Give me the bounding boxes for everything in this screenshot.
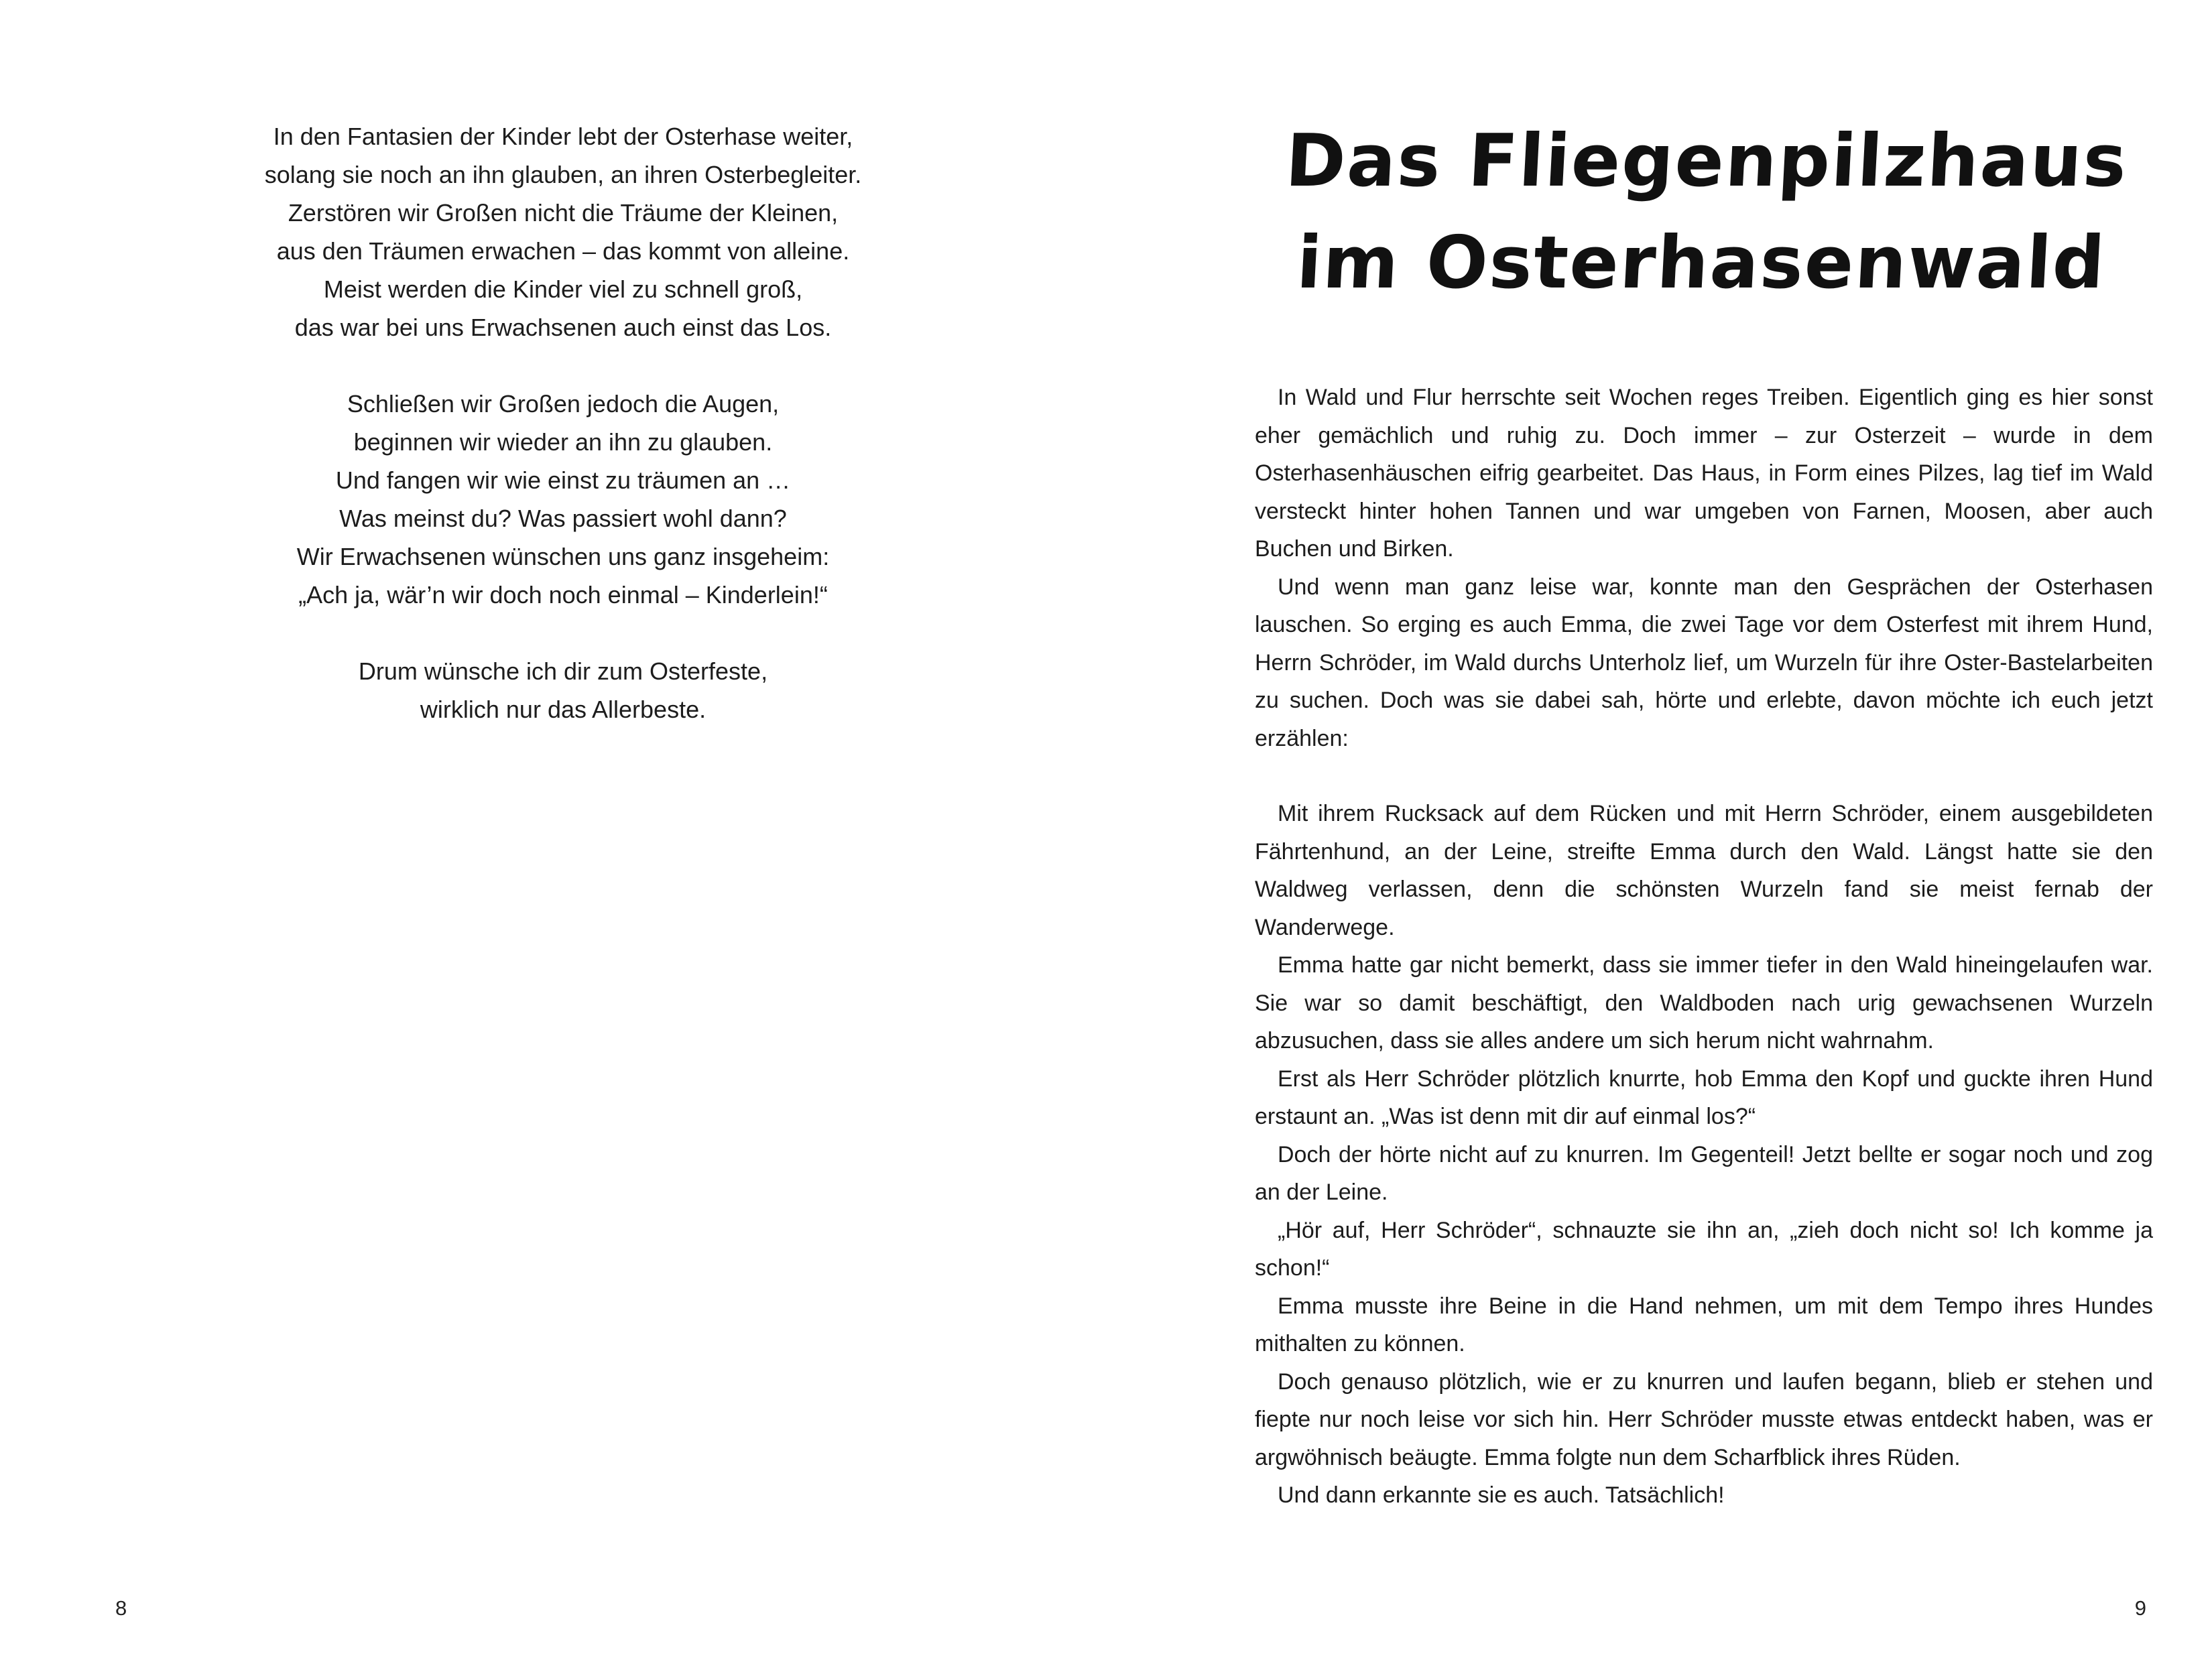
body-paragraph: In Wald und Flur herrschte seit Wochen reges Treiben. Eigentlich ging es hier sonst eher gemächlich und ruhig zu. Doch immer – zur Osterzeit – wurde in dem Osterhasenhäuschen eifrig gearbeitet. Das Haus, in Form eines Pilzes, lag tief im Wald versteckt hinter hohen Tannen und war umgeben von Farnen, Moosen, aber auch Buchen und Birken.: [1255, 385, 2153, 562]
body-paragraph: Emma hatte gar nicht bemerkt, dass sie immer tiefer in den Wald hineingelaufen war. Sie war so damit beschäftigt, den Waldboden nach urig gewachsenen Wurzeln abzusuchen, dass sie alles andere um sich herum nicht wahrnahm.: [1255, 952, 2153, 1053]
body-paragraph: Erst als Herr Schröder plötzlich knurrte, hob Emma den Kopf und guckte ihren Hund erstaunt an. „Was ist denn mit dir auf einmal los?“: [1255, 1066, 2153, 1129]
right-column: [1255, 111, 2153, 1515]
chapter-title-line1: Das Fliegenpilzhaus: [1283, 119, 2130, 203]
chapter-body: [1255, 379, 2153, 1515]
body-paragraph: Und dann erkannte sie es auch. Tatsächlich!: [1278, 1482, 1725, 1508]
right-page: [1106, 0, 2212, 1662]
chapter-title-line2: im Osterhasenwald: [1294, 221, 2108, 305]
poem-stanza: [188, 117, 938, 346]
poem-line: Drum wünsche ich dir zum Osterfeste,: [358, 657, 768, 685]
poem: [188, 117, 938, 728]
poem-stanza: [188, 652, 938, 728]
page-number-left: 8: [115, 1596, 127, 1620]
page-number-right: 9: [2134, 1596, 2146, 1620]
poem-line: Wir Erwachsenen wünschen uns ganz insgeheim:: [296, 543, 830, 570]
poem-line: beginnen wir wieder an ihn zu glauben.: [353, 428, 773, 456]
poem-line: Was meinst du? Was passiert wohl dann?: [339, 505, 787, 532]
poem-line: das war bei uns Erwachsenen auch einst das Los.: [294, 314, 832, 341]
body-paragraph: „Hör auf, Herr Schröder“, schnauzte sie ihn an, „zieh doch nicht so! Ich komme ja schon!“: [1255, 1217, 2153, 1281]
poem-line: In den Fantasien der Kinder lebt der Osterhase weiter,: [273, 123, 853, 150]
body-paragraph: Mit ihrem Rucksack auf dem Rücken und mit Herrn Schröder, einem ausgebildeten Fährtenhund, an der Leine, streifte Emma durch den Wald. Längst hatte sie den Waldweg verlassen, denn die schönsten Wurzeln fand sie meist fernab der Wanderwege.: [1255, 801, 2153, 940]
poem-line: Und fangen wir wie einst zu träumen an …: [335, 466, 791, 494]
poem-line: Schließen wir Großen jedoch die Augen,: [347, 390, 780, 418]
poem-stanza: [188, 385, 938, 614]
body-paragraph: Emma musste ihre Beine in die Hand nehmen, um mit dem Tempo ihres Hundes mithalten zu können.: [1255, 1293, 2153, 1356]
poem-line: „Ach ja, wär’n wir doch noch einmal – Kinderlein!“: [298, 581, 828, 609]
poem-line: wirklich nur das Allerbeste.: [420, 696, 706, 723]
poem-line: Zerstören wir Großen nicht die Träume der Kleinen,: [288, 199, 839, 227]
body-paragraph: Doch genauso plötzlich, wie er zu knurren und laufen begann, blieb er stehen und fiepte nur noch leise vor sich hin. Herr Schröder musste etwas entdeckt haben, was er argwöhnisch beäugte. Emma folgte nun dem Scharfblick ihres Rüden.: [1255, 1368, 2153, 1470]
poem-line: Meist werden die Kinder viel zu schnell groß,: [323, 275, 803, 303]
chapter-title: [1249, 111, 2158, 314]
poem-line: solang sie noch an ihn glauben, an ihren Osterbegleiter.: [264, 161, 862, 188]
poem-line: aus den Träumen erwachen – das kommt von alleine.: [276, 237, 850, 265]
body-paragraph: Und wenn man ganz leise war, konnte man den Gesprächen der Osterhasen lauschen. So erging es auch Emma, die zwei Tage vor dem Osterfest mit ihrem Hund, Herrn Schröder, im Wald durchs Unterholz lief, um Wurzeln für ihre Oster-Bastelarbeiten zu suchen. Doch was sie dabei sah, hörte und erlebte, davon möchte ich euch jetzt erzählen:: [1255, 574, 2153, 751]
body-paragraph: Doch der hörte nicht auf zu knurren. Im Gegenteil! Jetzt bellte er sogar noch und zog an der Leine.: [1255, 1141, 2153, 1205]
